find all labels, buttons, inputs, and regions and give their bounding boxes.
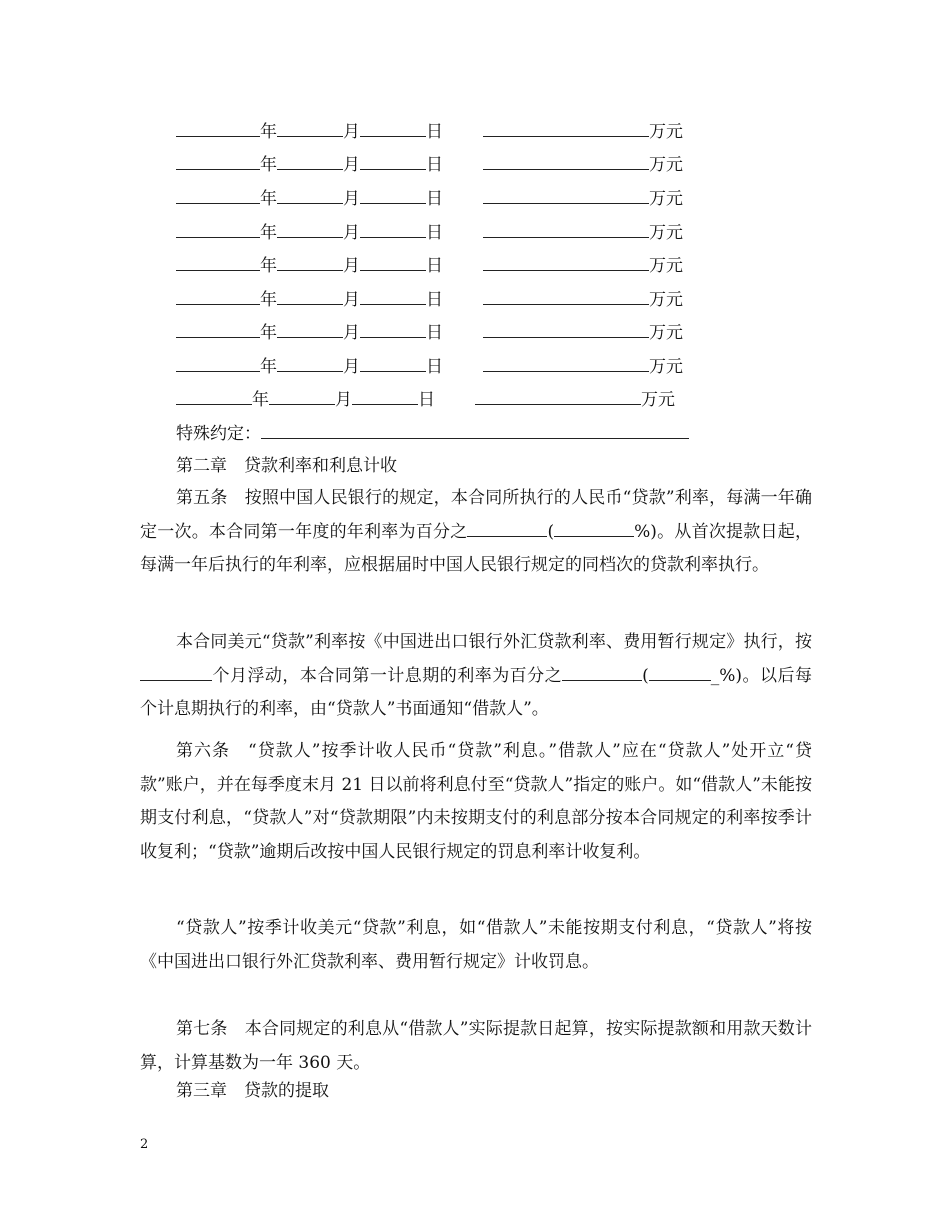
month-label: 月 (343, 223, 360, 243)
day-blank (360, 319, 426, 338)
usd-rate-text-d: _%)。以后每个计息期执行的利率，由“贷款人”书面通知“借款人”。 (140, 665, 812, 719)
unit-label: 万元 (649, 323, 683, 343)
year-blank (176, 151, 260, 170)
article-6-paragraph-2: “贷款人”按季计收美元“贷款”利息，如“借款人”未能按期支付利息，“贷款人”将按《中国进出口银行外汇贷款利率、费用暂行规定》计收罚息。 (140, 918, 812, 972)
year-label: 年 (260, 357, 277, 377)
usd-rate-words-blank (562, 664, 642, 681)
day-blank (352, 386, 418, 405)
day-label: 日 (426, 223, 443, 243)
month-label: 月 (343, 290, 360, 310)
usd-rate-text-a: 本合同美元“贷款”利率按《中国进出口银行外汇贷款利率、费用暂行规定》执行，按 (176, 632, 812, 652)
month-label: 月 (343, 155, 360, 175)
month-label: 月 (343, 256, 360, 276)
usd-rate-percent-blank (649, 664, 711, 681)
year-blank (176, 118, 260, 137)
month-blank (277, 185, 343, 204)
schedule-row (176, 151, 683, 175)
unit-label: 万元 (649, 256, 683, 276)
unit-label: 万元 (649, 122, 683, 142)
month-label: 月 (343, 189, 360, 209)
month-label: 月 (335, 390, 352, 410)
schedule-row (176, 118, 683, 142)
schedule-row (176, 286, 683, 310)
rate-percent-blank (554, 520, 634, 537)
unit-label: 万元 (649, 155, 683, 175)
chapter-2-title: 第二章 贷款利率和利息计收 (176, 456, 397, 476)
year-label: 年 (260, 189, 277, 209)
month-blank (277, 353, 343, 372)
month-blank (277, 252, 343, 271)
year-label: 年 (260, 155, 277, 175)
day-label: 日 (426, 256, 443, 276)
month-blank (269, 386, 335, 405)
month-blank (277, 219, 343, 238)
day-label: 日 (426, 357, 443, 377)
month-label: 月 (343, 323, 360, 343)
amount-blank (483, 219, 649, 238)
amount-blank (483, 151, 649, 170)
year-label: 年 (260, 290, 277, 310)
day-blank (360, 151, 426, 170)
year-label: 年 (260, 323, 277, 343)
page-number: 2 (140, 1137, 149, 1152)
chapter-3-title: 第三章 贷款的提取 (176, 1081, 329, 1101)
unit-label: 万元 (649, 189, 683, 209)
article-5-paragraph-2 (140, 626, 812, 727)
year-label: 年 (260, 122, 277, 142)
day-blank (360, 219, 426, 238)
article-5-text-c: %)。从首次提款日起，每满一年后执行的年利率，应根据届时中国人民银行规定的同档次的贷款利率执行。 (140, 521, 812, 575)
year-label: 年 (260, 223, 277, 243)
day-blank (360, 185, 426, 204)
schedule-row (176, 319, 683, 343)
day-blank (360, 118, 426, 137)
day-blank (360, 286, 426, 305)
amount-blank (483, 286, 649, 305)
amount-blank (483, 353, 649, 372)
schedule-row (176, 185, 683, 209)
amount-blank (483, 185, 649, 204)
month-label: 月 (343, 122, 360, 142)
amount-blank (475, 386, 641, 405)
article-5-text-b: ( (547, 521, 555, 542)
schedule-row (176, 219, 683, 243)
year-label: 年 (260, 256, 277, 276)
year-blank (176, 252, 260, 271)
unit-label: 万元 (649, 357, 683, 377)
day-label: 日 (418, 390, 435, 410)
article-7-paragraph-1: 第七条 本合同规定的利息从“借款人”实际提款日起算，按实际提款额和用款天数计算，计算基数为一年 360 天。 (140, 1019, 812, 1073)
day-blank (360, 252, 426, 271)
month-label: 月 (343, 357, 360, 377)
schedule-row (176, 353, 683, 377)
special-label: 特殊约定： (176, 424, 261, 444)
article-6-paragraph-1: 第六条 “贷款人”按季计收人民币“贷款”利息。”借款人”应在“贷款人”处开立“贷款”账户，并在每季度末月 21 日以前将利息付至“贷款人”指定的账户。如“借款人”未能按期支付利息，“贷款人”对“贷款期限”内未按期支付的利息部分按本合同规定的利率按季计收复利；“贷款”逾期后改按中国人民银行规定的罚息利率计收复利。 (140, 741, 812, 862)
schedule-row (176, 386, 675, 410)
year-blank (176, 219, 260, 238)
special-agreement (176, 420, 689, 444)
usd-rate-text-b: 个月浮动，本合同第一计息期的利率为百分之 (212, 665, 563, 686)
amount-blank (483, 319, 649, 338)
year-blank (176, 286, 260, 305)
day-blank (360, 353, 426, 372)
unit-label: 万元 (649, 290, 683, 310)
schedule-row (176, 252, 683, 276)
year-blank (176, 185, 260, 204)
year-blank (176, 386, 252, 405)
article-5-text-a: 第五条 按照中国人民银行的规定，本合同所执行的人民币“贷款”利率，每满一年确定一次。本合同第一年度的年利率为百分之 (140, 488, 812, 542)
year-label: 年 (252, 390, 269, 410)
month-blank (277, 118, 343, 137)
day-label: 日 (426, 122, 443, 142)
special-blank (261, 420, 689, 439)
amount-blank (483, 252, 649, 271)
day-label: 日 (426, 323, 443, 343)
float-months-blank (140, 664, 212, 681)
rate-words-blank (467, 520, 547, 537)
year-blank (176, 319, 260, 338)
month-blank (277, 319, 343, 338)
article-5-paragraph-1 (140, 482, 812, 583)
unit-label: 万元 (641, 390, 675, 410)
amount-blank (483, 118, 649, 137)
day-label: 日 (426, 155, 443, 175)
month-blank (277, 151, 343, 170)
unit-label: 万元 (649, 223, 683, 243)
usd-rate-text-c: ( (642, 665, 649, 686)
year-blank (176, 353, 260, 372)
day-label: 日 (426, 290, 443, 310)
day-label: 日 (426, 189, 443, 209)
month-blank (277, 286, 343, 305)
